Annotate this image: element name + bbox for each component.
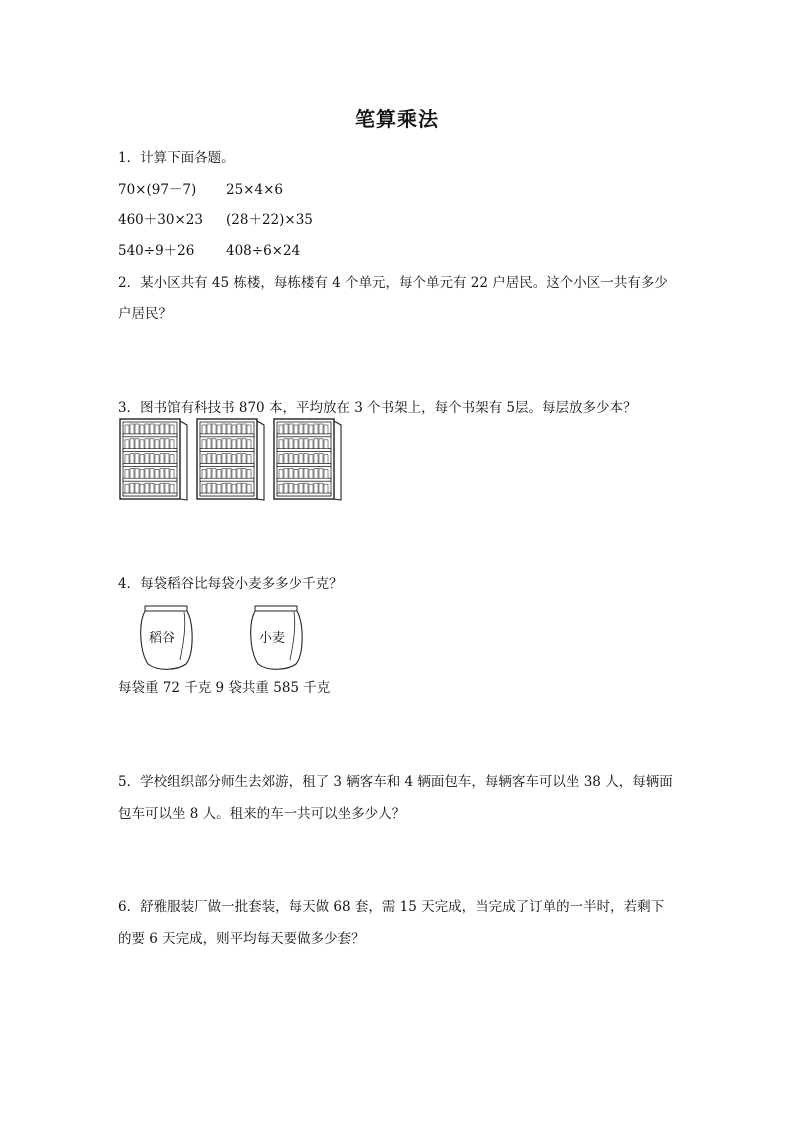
q2-line-2: 户居民？ xyxy=(118,306,172,322)
q1-row-2 xyxy=(118,208,313,228)
q4-caption: 每袋重 72 千克 9 袋共重 585 千克 xyxy=(118,680,331,696)
q1-expr: 540÷9＋26 xyxy=(118,243,195,259)
bookshelf-icon xyxy=(197,419,264,500)
q1-expr: 25×4×6 xyxy=(226,182,283,198)
bookshelf-icon xyxy=(120,419,187,500)
q1-expr: 70×(97－7) xyxy=(118,182,197,198)
q1-expr: 460＋30×23 xyxy=(118,212,203,228)
q1-row-1 xyxy=(118,178,283,198)
bookshelves-svg xyxy=(118,416,358,502)
q1-expr: 408÷6×24 xyxy=(226,243,301,259)
q5-line-1: 5．学校组织部分师生去郊游，租了 3 辆客车和 4 辆面包车，每辆客车可以坐 38 人，每辆面 xyxy=(118,774,673,790)
bag-label-rice: 稻谷 xyxy=(149,631,176,646)
q5-line-2: 包车可以坐 8 人。租来的车一共可以坐多少人？ xyxy=(118,806,406,822)
bag-label-wheat: 小麦 xyxy=(259,631,286,646)
q3-text: 3．图书馆有科技书 870 本，平均放在 3 个书架上，每个书架有 5层。每层放多少本？ xyxy=(118,400,637,416)
bookshelf-icon xyxy=(274,419,341,500)
q2-line-1: 2．某小区共有 45 栋楼，每栋楼有 4 个单元，每个单元有 22 户居民。这个小区一共有多少 xyxy=(118,275,668,291)
q4-text: 4．每袋稻谷比每袋小麦多多少千克？ xyxy=(118,576,343,592)
q1-expr: (28＋22)×35 xyxy=(226,212,313,228)
q6-line-2: 的要 6 天完成，则平均每天要做多少套？ xyxy=(118,931,365,947)
q1-prompt: 1．计算下面各题。 xyxy=(118,150,235,166)
q1-row-3 xyxy=(118,239,300,259)
page-title: 笔算乘法 xyxy=(355,107,439,131)
q6-line-1: 6．舒雅服装厂做一批套装，每天做 68 套，需 15 天完成，当完成了订单的一半时，若剩下 xyxy=(118,899,665,915)
